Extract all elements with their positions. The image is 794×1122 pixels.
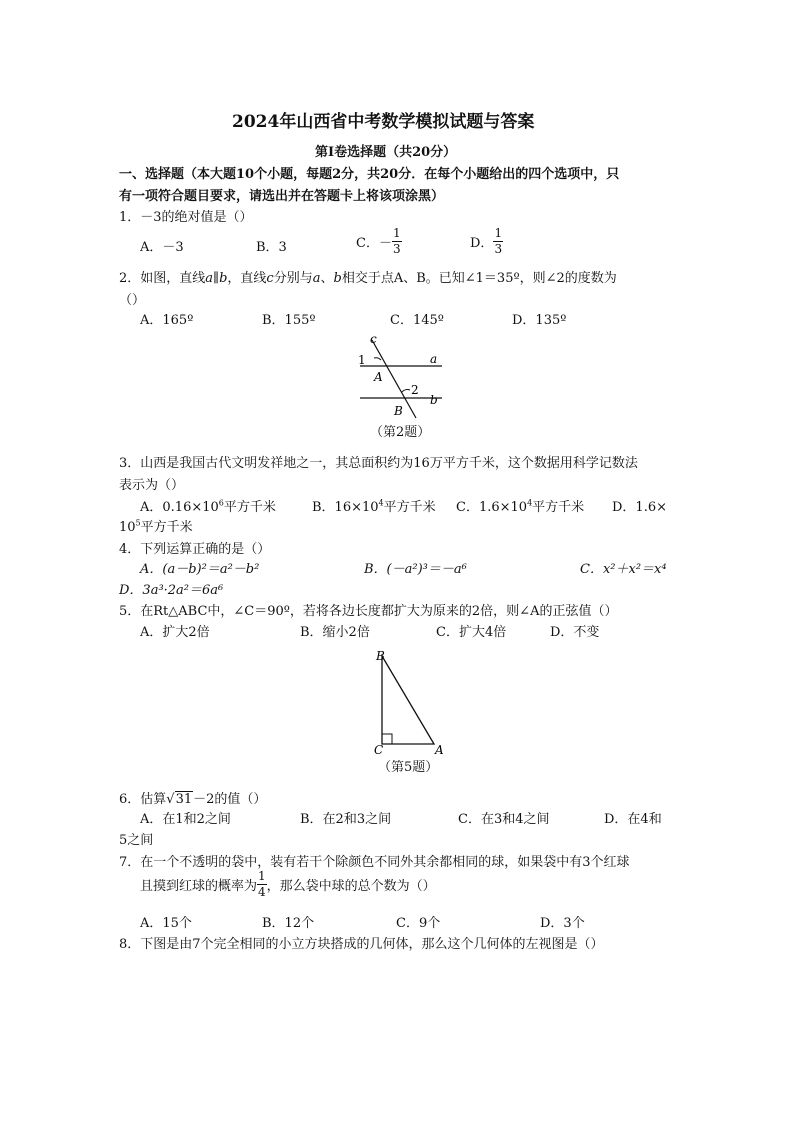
q2-label-a: a xyxy=(430,352,438,366)
q7-option-c: C．9个 xyxy=(396,916,441,931)
q1-option-a: A．－3 xyxy=(140,240,184,255)
page-title: 2024年山西省中考数学模拟试题与答案 xyxy=(232,112,535,132)
q5-label-A: A xyxy=(435,743,444,756)
q2-angle2-arc xyxy=(402,389,410,392)
q2-option-c: C．145º xyxy=(390,313,444,328)
q6-option-d-cont: 5之间 xyxy=(119,833,154,848)
q3-option-b: B．$16\times 10^4$平方千米 xyxy=(312,498,436,515)
q2-label-B: B xyxy=(394,404,403,418)
q2-label-b: b xyxy=(430,393,438,407)
q2-option-d: D．135º xyxy=(512,313,567,328)
q5-label-B: B xyxy=(376,649,385,663)
q8-stem: 8．下图是由7个完全相同的小立方块搭成的几何体，那么这个几何体的左视图是（） xyxy=(119,937,604,952)
q4-option-c: C．x²＋x²＝x⁴ xyxy=(580,562,667,577)
q5-stem: 5．在Rt△ABC中，∠C＝90º，若将各边长度都扩大为原来的2倍，则∠A的正弦值（） xyxy=(119,604,618,619)
q6-stem: 6．估算√31－2的值（） xyxy=(119,792,267,807)
q2-option-b: B．155º xyxy=(262,313,316,328)
q7-option-d: D．3个 xyxy=(540,916,585,931)
q6-option-d: D．在4和 xyxy=(604,812,662,827)
q2-label-A: A xyxy=(374,370,383,384)
q6-option-b: B．在2和3之间 xyxy=(300,812,392,827)
q7-option-a: A．15个 xyxy=(140,916,192,931)
section-heading-line1: 一、选择题（本大题10个小题，每题2分，共20分．在每个小题给出的四个选项中，只 xyxy=(119,167,620,182)
q5-option-c: C．扩大4倍 xyxy=(436,625,507,640)
q5-right-angle-mark xyxy=(382,734,392,744)
q2-label-1: 1 xyxy=(358,353,366,367)
q2-stem-line2: （） xyxy=(119,293,146,308)
q3-stem-line2: 表示为（） xyxy=(119,478,185,493)
q2-label-2: 2 xyxy=(411,383,419,397)
q3-option-d-cont: $10^5$平方千米 xyxy=(119,518,193,535)
q5-label-C: C xyxy=(374,743,384,756)
q1-option-d: D． $\frac{1}{3}$ xyxy=(470,226,503,256)
q5-option-b: B．缩小2倍 xyxy=(300,625,370,640)
q2-caption: （第2题） xyxy=(370,425,431,440)
section-heading-line2: 有一项符合题目要求，请选出并在答题卡上将该项涂黑） xyxy=(119,189,445,204)
q5-caption: （第5题） xyxy=(378,760,439,775)
q4-stem: 4．下列运算正确的是（） xyxy=(119,542,271,557)
q5-triangle xyxy=(382,656,434,744)
q1-option-c: C．－ $\frac{1}{3}$ xyxy=(356,226,401,256)
q1-stem: 1．－3的绝对值是（） xyxy=(119,210,253,225)
q3-option-a: A．$0.16\times 10^6$平方千米 xyxy=(140,498,276,515)
q5-option-d: D．不变 xyxy=(550,625,600,640)
q6-option-a: A．在1和2之间 xyxy=(140,812,231,827)
q2-option-a: A．165º xyxy=(140,313,194,328)
part-title: 第Ⅰ卷选择题（共20分） xyxy=(315,145,457,160)
q2-label-c: c xyxy=(370,332,377,346)
q4-option-a: A．(a－b)²＝a²－b² xyxy=(140,562,260,577)
q4-option-d: D．3a³·2a²＝6a⁶ xyxy=(119,583,224,598)
q3-option-c: C．$1.6\times 10^4$平方千米 xyxy=(456,498,585,515)
q6-option-c: C．在3和4之间 xyxy=(458,812,550,827)
q2-stem-line1: 2．如图，直线a∥b，直线c分别与a、b相交于点A、B。已知∠1＝35º，则∠2的度数为 xyxy=(119,271,617,286)
q5-option-a: A．扩大2倍 xyxy=(140,625,210,640)
q2-angle1-arc xyxy=(374,358,381,360)
q7-option-b: B．12个 xyxy=(262,916,315,931)
q4-option-b: B．(－a²)³＝－a⁶ xyxy=(364,562,467,577)
q7-stem-line1: 7．在一个不透明的袋中，装有若干个除颜色不同外其余都相同的球，如果袋中有3个红球 xyxy=(119,855,630,870)
q7-stem-line2: 且摸到红球的概率为 $\frac{1}{4}$ ，那么袋中球的总个数为（） xyxy=(140,869,436,899)
q3-option-d: D．1.6× xyxy=(612,500,667,515)
q1-option-b: B．3 xyxy=(256,240,287,255)
q5-figure xyxy=(366,646,456,756)
q3-stem-line1: 3．山西是我国古代文明发祥地之一，其总面积约为16万平方千米，这个数据用科学记数法 xyxy=(119,456,638,471)
